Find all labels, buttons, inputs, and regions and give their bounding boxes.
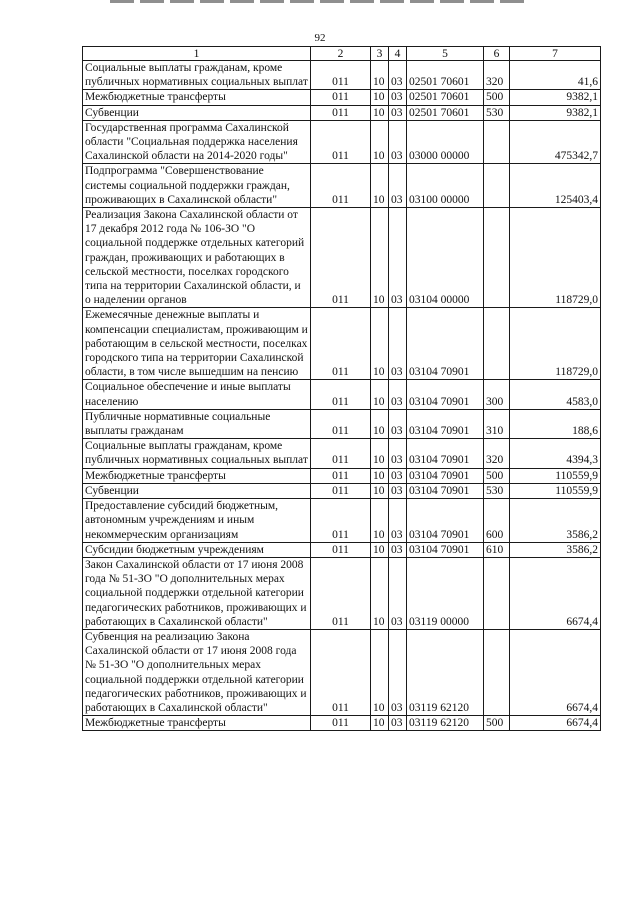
section-code: 10 (371, 105, 389, 120)
amount-value: 3586,2 (510, 499, 601, 543)
subsection-code: 03 (389, 468, 407, 483)
section-code: 10 (371, 409, 389, 438)
item-name: Социальное обеспечение и иные выплаты населению (83, 380, 311, 409)
target-article-code: 03104 70901 (407, 439, 484, 468)
target-article-code: 03104 70901 (407, 468, 484, 483)
section-code: 10 (371, 380, 389, 409)
target-article-code: 02501 70601 (407, 105, 484, 120)
item-name: Реализация Закона Сахалинской области от 17 декабря 2012 года № 106-ЗО "О социальной поддержке отдельных категорий граждан, проживающих и работающих в сельской местности, поселках городского типа на территории Сахалинской области, и о наделении органов (83, 208, 311, 308)
expense-type-code: 320 (484, 61, 510, 90)
expense-type-code (484, 308, 510, 380)
ministry-code: 011 (311, 308, 371, 380)
amount-value: 6674,4 (510, 716, 601, 731)
item-name: Закон Сахалинской области от 17 июня 2008 года № 51-ЗО "О дополнительных мерах социальной поддержки отдельной категории педагогических работников, проживающих и работающих в Сахалинской области" (83, 557, 311, 629)
subsection-code: 03 (389, 164, 407, 208)
ministry-code: 011 (311, 483, 371, 498)
page-number: 92 (314, 32, 326, 44)
amount-value: 118729,0 (510, 208, 601, 308)
table-row (83, 439, 601, 468)
section-code: 10 (371, 90, 389, 105)
section-code: 10 (371, 629, 389, 715)
section-code: 10 (371, 468, 389, 483)
section-code: 10 (371, 61, 389, 90)
target-article-code: 03104 70901 (407, 380, 484, 409)
ministry-code: 011 (311, 380, 371, 409)
subsection-code: 03 (389, 716, 407, 731)
target-article-code: 03104 00000 (407, 208, 484, 308)
subsection-code: 03 (389, 439, 407, 468)
expense-type-code: 500 (484, 468, 510, 483)
target-article-code: 03119 00000 (407, 557, 484, 629)
item-name: Межбюджетные трансферты (83, 716, 311, 731)
amount-value: 9382,1 (510, 90, 601, 105)
target-article-code: 03104 70901 (407, 499, 484, 543)
target-article-code: 03104 70901 (407, 542, 484, 557)
section-code: 10 (371, 499, 389, 543)
ministry-code: 011 (311, 557, 371, 629)
ministry-code: 011 (311, 499, 371, 543)
subsection-code: 03 (389, 409, 407, 438)
item-name: Подпрограмма "Совершенствование системы социальной поддержки граждан, проживающих в Сахалинской области" (83, 164, 311, 208)
amount-value: 41,6 (510, 61, 601, 90)
table-row (83, 90, 601, 105)
table-row (83, 120, 601, 164)
section-code: 10 (371, 542, 389, 557)
subsection-code: 03 (389, 499, 407, 543)
subsection-code: 03 (389, 90, 407, 105)
section-code: 10 (371, 164, 389, 208)
table-row (83, 164, 601, 208)
expense-type-code: 610 (484, 542, 510, 557)
ministry-code: 011 (311, 542, 371, 557)
table-row (83, 557, 601, 629)
item-name: Субвенции (83, 483, 311, 498)
amount-value: 110559,9 (510, 483, 601, 498)
table-row (83, 542, 601, 557)
subsection-code: 03 (389, 61, 407, 90)
amount-value: 188,6 (510, 409, 601, 438)
table-row (83, 308, 601, 380)
ministry-code: 011 (311, 716, 371, 731)
table-row (83, 629, 601, 715)
item-name: Социальные выплаты гражданам, кроме публичных нормативных социальных выплат (83, 61, 311, 90)
amount-value: 4583,0 (510, 380, 601, 409)
item-name: Публичные нормативные социальные выплаты гражданам (83, 409, 311, 438)
target-article-code: 03000 00000 (407, 120, 484, 164)
column-header: 4 (389, 47, 407, 61)
expense-type-code: 500 (484, 716, 510, 731)
amount-value: 110559,9 (510, 468, 601, 483)
target-article-code: 02501 70601 (407, 90, 484, 105)
expense-type-code: 530 (484, 105, 510, 120)
amount-value: 9382,1 (510, 105, 601, 120)
column-header: 6 (484, 47, 510, 61)
expense-type-code (484, 164, 510, 208)
subsection-code: 03 (389, 557, 407, 629)
section-code: 10 (371, 557, 389, 629)
amount-value: 3586,2 (510, 542, 601, 557)
amount-value: 475342,7 (510, 120, 601, 164)
ministry-code: 011 (311, 409, 371, 438)
table-row (83, 105, 601, 120)
column-header: 5 (407, 47, 484, 61)
table-row (83, 499, 601, 543)
budget-table (82, 46, 601, 731)
table-row (83, 483, 601, 498)
target-article-code: 03119 62120 (407, 629, 484, 715)
subsection-code: 03 (389, 308, 407, 380)
column-header: 7 (510, 47, 601, 61)
item-name: Субвенции (83, 105, 311, 120)
amount-value: 6674,4 (510, 629, 601, 715)
item-name: Социальные выплаты гражданам, кроме публичных нормативных социальных выплат (83, 439, 311, 468)
item-name: Ежемесячные денежные выплаты и компенсации специалистам, проживающим и работающим в сельской местности, поселках городского типа на территории Сахалинской области, в том числе вышедшим на пенсию (83, 308, 311, 380)
expense-type-code: 310 (484, 409, 510, 438)
item-name: Межбюджетные трансферты (83, 468, 311, 483)
item-name: Межбюджетные трансферты (83, 90, 311, 105)
ministry-code: 011 (311, 439, 371, 468)
ministry-code: 011 (311, 208, 371, 308)
subsection-code: 03 (389, 542, 407, 557)
subsection-code: 03 (389, 483, 407, 498)
section-code: 10 (371, 716, 389, 731)
target-article-code: 03119 62120 (407, 716, 484, 731)
ministry-code: 011 (311, 468, 371, 483)
subsection-code: 03 (389, 380, 407, 409)
item-name: Предоставление субсидий бюджетным, автономным учреждениям и иным некоммерческим организациям (83, 499, 311, 543)
section-code: 10 (371, 208, 389, 308)
expense-type-code: 600 (484, 499, 510, 543)
section-code: 10 (371, 483, 389, 498)
subsection-code: 03 (389, 105, 407, 120)
table-row (83, 380, 601, 409)
target-article-code: 03104 70901 (407, 483, 484, 498)
amount-value: 6674,4 (510, 557, 601, 629)
ministry-code: 011 (311, 164, 371, 208)
section-code: 10 (371, 120, 389, 164)
target-article-code: 03100 00000 (407, 164, 484, 208)
ministry-code: 011 (311, 120, 371, 164)
scan-artifact-top (110, 0, 530, 3)
table-row (83, 61, 601, 90)
ministry-code: 011 (311, 61, 371, 90)
item-name: Субсидии бюджетным учреждениям (83, 542, 311, 557)
expense-type-code: 300 (484, 380, 510, 409)
subsection-code: 03 (389, 208, 407, 308)
header-row (83, 47, 601, 61)
ministry-code: 011 (311, 105, 371, 120)
subsection-code: 03 (389, 120, 407, 164)
expense-type-code (484, 208, 510, 308)
expense-type-code: 530 (484, 483, 510, 498)
column-header: 3 (371, 47, 389, 61)
table-row (83, 468, 601, 483)
ministry-code: 011 (311, 629, 371, 715)
ministry-code: 011 (311, 90, 371, 105)
amount-value: 4394,3 (510, 439, 601, 468)
column-header: 2 (311, 47, 371, 61)
table-row (83, 716, 601, 731)
table-row (83, 409, 601, 438)
subsection-code: 03 (389, 629, 407, 715)
amount-value: 125403,4 (510, 164, 601, 208)
expense-type-code (484, 557, 510, 629)
table-row (83, 208, 601, 308)
section-code: 10 (371, 439, 389, 468)
target-article-code: 03104 70901 (407, 308, 484, 380)
target-article-code: 02501 70601 (407, 61, 484, 90)
expense-type-code: 500 (484, 90, 510, 105)
item-name: Субвенция на реализацию Закона Сахалинской области от 17 июня 2008 года № 51-ЗО "О дополнительных мерах социальной поддержки отдельной категории педагогических работников, проживающих и работающих в Сахалинской области" (83, 629, 311, 715)
item-name: Государственная программа Сахалинской области "Социальная поддержка населения Сахалинской области на 2014-2020 годы" (83, 120, 311, 164)
amount-value: 118729,0 (510, 308, 601, 380)
expense-type-code: 320 (484, 439, 510, 468)
target-article-code: 03104 70901 (407, 409, 484, 438)
column-header: 1 (83, 47, 311, 61)
expense-type-code (484, 120, 510, 164)
expense-type-code (484, 629, 510, 715)
section-code: 10 (371, 308, 389, 380)
